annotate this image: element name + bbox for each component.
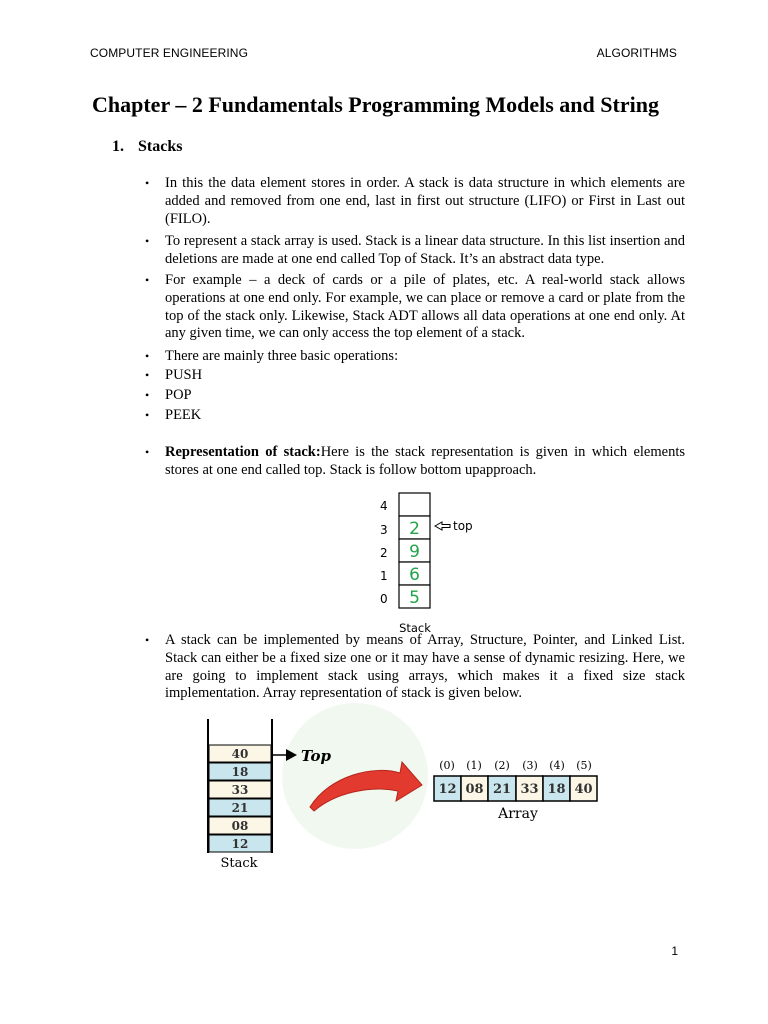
- bullet-dot: •: [145, 176, 150, 190]
- stack-array-figure: [200, 715, 605, 875]
- bullet-dot: •: [145, 633, 150, 647]
- bullet-text: To represent a stack array is used. Stack is a linear data structure. In this list insertion and deletions are made at one end called Top of Stack. It’s an abstract data type.: [165, 233, 685, 267]
- stack-index: 1: [380, 569, 388, 583]
- stack-value: 33: [231, 783, 249, 797]
- bullet-dot: •: [145, 349, 150, 363]
- section-number: 1.: [112, 138, 124, 155]
- bullet-text: PUSH: [165, 367, 203, 383]
- array-index: (1): [466, 759, 482, 772]
- array-index: (4): [549, 759, 565, 772]
- stack-value: 5: [409, 588, 420, 608]
- array-index: (0): [439, 759, 455, 772]
- representation-heading: Representation of stack:: [165, 444, 321, 460]
- section-label: Stacks: [138, 138, 183, 155]
- bullet-dot: •: [145, 273, 150, 287]
- stack-value: 2: [409, 519, 420, 539]
- section-heading: [112, 138, 182, 156]
- representation-text: Here is the stack representation is given in which elements stores at one end called top. Stack is follow bottom upapproach.: [165, 444, 685, 478]
- array-caption: Array: [498, 806, 538, 822]
- array-value: 21: [492, 782, 512, 797]
- array-index: (2): [494, 759, 510, 772]
- top-arrow-icon: [435, 522, 450, 530]
- bullet-dot: •: [145, 408, 150, 422]
- bullet-text: A stack can be implemented by means of Array, Structure, Pointer, and Linked List. Stack can either be a fixed size one or it may have a sense of dynamic resizing. Here, we are going to implement stack using arrays, which makes it a fixed size stack implementation. Array representation of stack is given below.: [165, 632, 685, 702]
- array-value: 40: [574, 782, 593, 797]
- stack-cell: [399, 493, 430, 516]
- array-value: 33: [520, 782, 539, 797]
- curved-arrow-icon: [310, 762, 422, 811]
- bullet-text: PEEK: [165, 407, 202, 423]
- array-value: 18: [547, 782, 566, 797]
- bullet-text: For example – a deck of cards or a pile of plates, etc. A real-world stack allows operations at one end only. For example, we can place or remove a card or plate from the top of the stack only. Likewise, Stack ADT allows all data operations at one end only. At any given time, we can only access the top element of a stack.: [165, 272, 685, 342]
- stack-value: 6: [409, 565, 420, 585]
- stack-index: 2: [380, 546, 388, 560]
- top-arrow-icon: [286, 749, 297, 761]
- bullet-dot: •: [145, 388, 150, 402]
- stack-value: 18: [231, 765, 249, 779]
- stack-index: 0: [380, 592, 388, 606]
- stack-value: 08: [231, 819, 249, 833]
- chapter-title: Chapter – 2 Fundamentals Programming Models and String: [92, 92, 659, 117]
- bullet-text: POP: [165, 387, 192, 403]
- bullet-text: In this the data element stores in order. A stack is data structure in which elements are added and removed from one end, last in first out structure (LIFO) or First in Last out (FILO).: [165, 175, 685, 227]
- array-value: 12: [438, 782, 457, 797]
- bullet-text: There are mainly three basic operations:: [165, 348, 399, 364]
- top-label: Top: [301, 747, 331, 765]
- stack-index: 3: [380, 523, 388, 537]
- stack-figure: [360, 488, 490, 636]
- header-right: ALGORITHMS: [596, 46, 677, 60]
- array-value: 08: [465, 782, 484, 797]
- stack-caption: Stack: [399, 621, 431, 635]
- array-index: (3): [522, 759, 538, 772]
- stack-value: 21: [231, 801, 249, 815]
- bullet-dot: •: [145, 234, 150, 248]
- bullet-dot: •: [145, 445, 150, 459]
- stack-value: 40: [231, 747, 249, 761]
- header-left: COMPUTER ENGINEERING: [90, 46, 249, 60]
- array-index: (5): [576, 759, 592, 772]
- stack-caption: Stack: [220, 856, 258, 871]
- bullet-dot: •: [145, 368, 150, 382]
- bullet-text: [165, 444, 685, 480]
- stack-value: 12: [231, 837, 249, 851]
- stack-value: 9: [409, 542, 420, 562]
- top-label: top: [453, 519, 473, 533]
- stack-index: 4: [380, 499, 388, 513]
- page-number: 1: [671, 944, 678, 958]
